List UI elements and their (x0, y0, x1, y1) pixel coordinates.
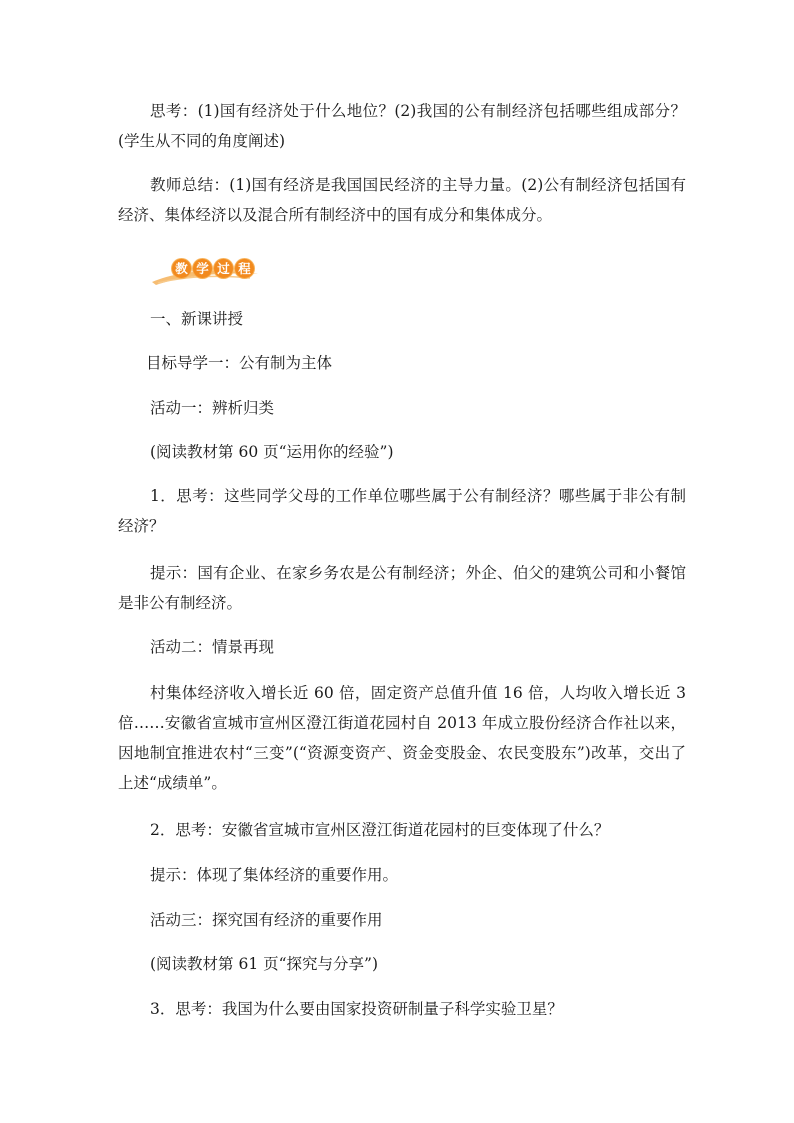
teaching-process-banner (150, 252, 260, 288)
activity-3-heading: 活动三：探究国有经济的重要作用 (150, 911, 383, 929)
banner-title (172, 259, 254, 278)
goal-heading: 目标导学一：公有制为主体 (146, 354, 333, 372)
section-heading: 一、新课讲授 (150, 310, 244, 328)
question-3: 3．思考：我国为什么要由国家投资研制量子科学实验卫星？ (150, 1000, 563, 1018)
hint-2: 提示：体现了集体经济的重要作用。 (150, 866, 399, 884)
banner-char-3: 过 (214, 259, 233, 278)
question-2: 2．思考：安徽省宣城市宣州区澄江街道花园村的巨变体现了什么？ (150, 821, 610, 839)
activity-1-heading: 活动一：辨析归类 (150, 399, 275, 417)
banner-char-1: 教 (172, 259, 191, 278)
banner-char-4: 程 (235, 259, 254, 278)
question-1: 1．思考：这些同学父母的工作单位哪些属于公有制经济？哪些属于非公有制经济？ (118, 487, 686, 535)
reading-note-1: (阅读教材第 60 页“运用你的经验”) (150, 443, 394, 461)
think-paragraph-1: 思考：(1)国有经济处于什么地位？(2)我国的公有制经济包括哪些组成部分？(学生从不同的角度阐述) (118, 102, 686, 150)
reading-note-2: (阅读教材第 61 页“探究与分享”) (150, 955, 379, 973)
story-paragraph: 村集体经济收入增长近 60 倍，固定资产总值升值 16 倍，人均收入增长近 3 倍……安徽省宣城市宣州区澄江街道花园村自 2013 年成立股份经济合作社以来，因地制宜推进农村“三变”(“资源变资产、资金变股金、农民变股东”)改革，交出了上述“成绩单”。 (118, 684, 686, 792)
teacher-summary-paragraph: 教师总结：(1)国有经济是我国国民经济的主导力量。(2)公有制经济包括国有经济、集体经济以及混合所有制经济中的国有成分和集体成分。 (118, 176, 686, 224)
hint-1: 提示：国有企业、在家乡务农是公有制经济；外企、伯父的建筑公司和小餐馆是非公有制经济。 (118, 564, 686, 612)
activity-2-heading: 活动二：情景再现 (150, 638, 275, 656)
banner-char-2: 学 (193, 259, 212, 278)
